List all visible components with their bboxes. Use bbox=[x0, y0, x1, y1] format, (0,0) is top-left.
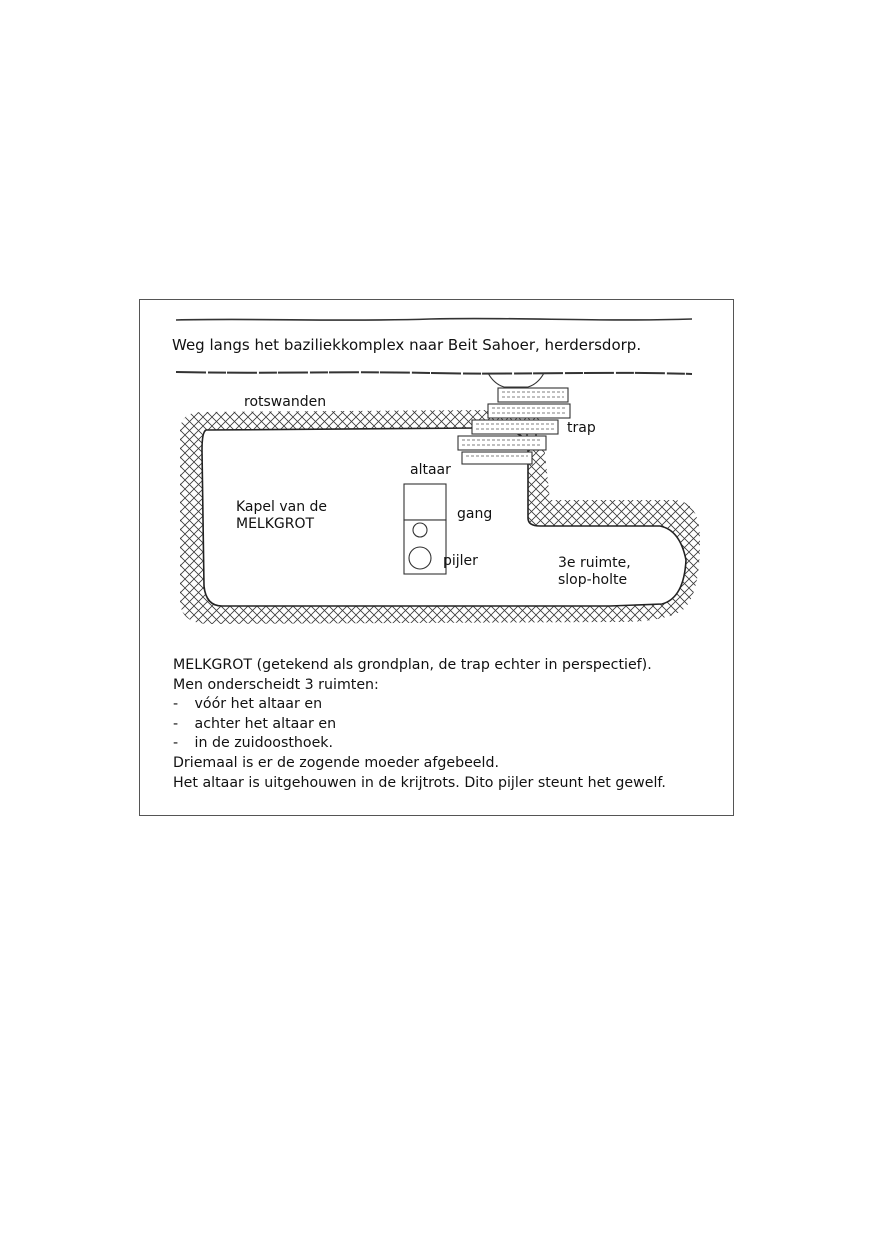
corridor-label: gang bbox=[457, 506, 493, 522]
illustration-frame bbox=[139, 299, 734, 816]
road-upper-edge bbox=[176, 319, 692, 321]
third-room-label bbox=[558, 555, 668, 589]
caption-line-rooms: Men onderscheidt 3 ruimten: bbox=[173, 676, 379, 693]
caption-line-altar-pillar: Het altaar is uitgehouwen in de krijtrots. Dito pijler steunt het gewelf. bbox=[173, 774, 666, 791]
stair-step bbox=[458, 436, 546, 450]
caption-line-nursing-mother: Driemaal is er de zogende moeder afgebeeld. bbox=[173, 754, 499, 771]
caption bbox=[173, 656, 718, 793]
list-item bbox=[173, 695, 718, 715]
stair-step bbox=[472, 420, 558, 434]
road-lower-edge bbox=[176, 372, 692, 374]
pillar-label: pijler bbox=[443, 553, 478, 569]
caption-line-title: MELKGROT (getekend als grondplan, de trap echter in perspectief). bbox=[173, 657, 652, 673]
list-marker: - bbox=[173, 715, 179, 732]
stair-step bbox=[488, 404, 570, 418]
altar bbox=[404, 484, 446, 520]
list-item bbox=[173, 715, 718, 735]
list-marker: - bbox=[173, 735, 179, 752]
stair-step bbox=[498, 388, 568, 402]
list-item-text: achter het altaar en bbox=[194, 715, 337, 732]
altar-block bbox=[404, 484, 446, 574]
stair-step bbox=[462, 452, 532, 464]
pillar bbox=[409, 547, 431, 569]
corridor-marker-circle bbox=[413, 523, 427, 537]
third-room-label-line2: slop-holte bbox=[558, 572, 628, 588]
list-item bbox=[173, 734, 718, 754]
rooms-list bbox=[173, 695, 718, 754]
chapel-label-line2: MELKGROT bbox=[236, 516, 315, 532]
third-room-label-line1: 3e ruimte, bbox=[558, 555, 631, 571]
chapel-label bbox=[236, 499, 346, 533]
list-item-text: vóór het altaar en bbox=[194, 696, 323, 713]
chapel-label-line1: Kapel van de bbox=[236, 499, 328, 515]
rock-walls-label: rotswanden bbox=[244, 394, 327, 410]
stairs-label: trap bbox=[567, 420, 596, 436]
altar-label: altaar bbox=[410, 462, 451, 478]
road-label: Weg langs het baziliekkomplex naar Beit Sahoer, herdersdorp. bbox=[172, 336, 642, 354]
list-item-text: in de zuidoosthoek. bbox=[194, 735, 334, 752]
list-marker: - bbox=[173, 696, 179, 713]
